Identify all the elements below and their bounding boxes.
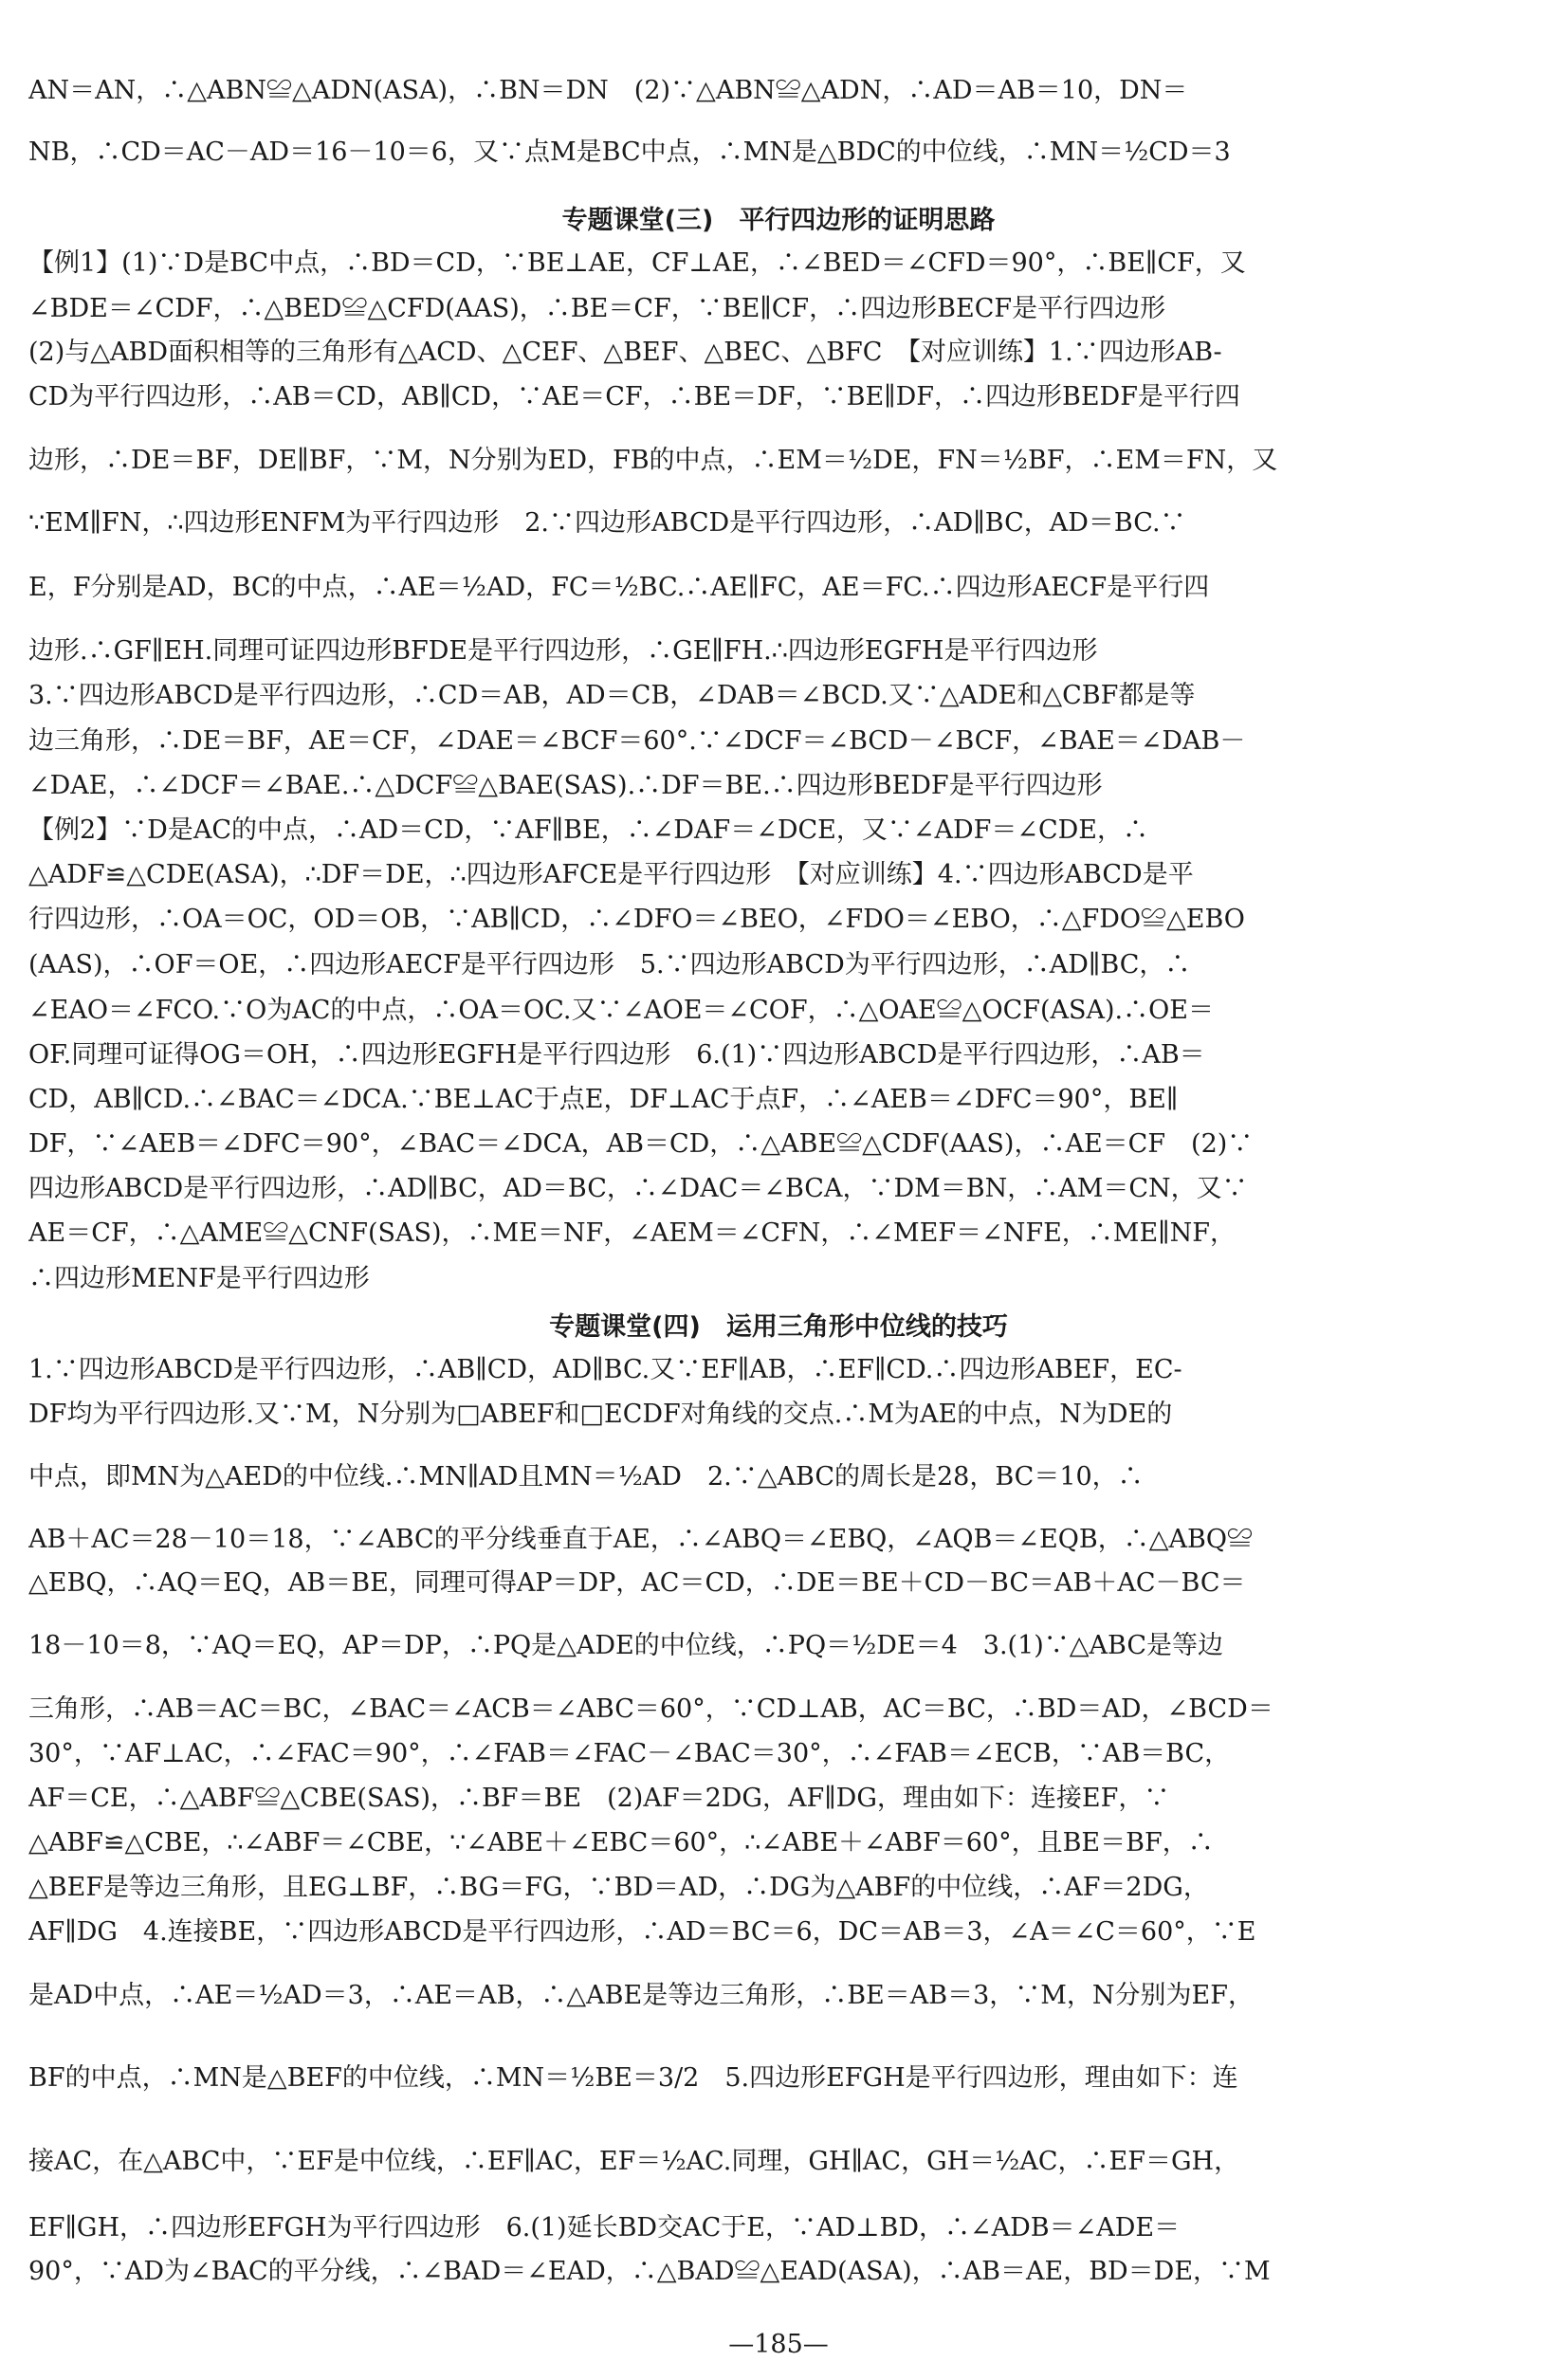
text-line: 接AC，在△ABC中，∵EF是中位线，∴EF∥AC，EF＝½AC.同理，GH∥AC，GH＝½AC，∴EF＝GH，: [28, 2147, 1240, 2176]
text-line: BF的中点，∴MN是△BEF的中位线，∴MN＝½BE＝3/2 5.四边形EFGH是平行四边形，理由如下：连: [28, 2063, 1238, 2093]
text-line: AN＝AN，∴△ABN≌△ADN(ASA)，∴BN＝DN (2)∵△ABN≌△ADN，∴AD＝AB＝10，DN＝: [28, 76, 1188, 105]
text-line: 行四边形，∴OA＝OC，OD＝OB，∵AB∥CD，∴∠DFO＝∠BEO，∠FDO＝∠EBO，∴△FDO≌△EBO: [28, 905, 1245, 934]
text-line: AF∥DG 4.连接BE，∵四边形ABCD是平行四边形，∴AD＝BC＝6，DC＝AB＝3，∠A＝∠C＝60°，∵E: [28, 1917, 1256, 1947]
text-line: AE＝CF，∴△AME≌△CNF(SAS)，∴ME＝NF，∠AEM＝∠CFN，∴∠MEF＝∠NFE，∴ME∥NF，: [28, 1218, 1236, 1248]
text-line: △ABF≌△CBE，∴∠ABF＝∠CBE，∵∠ABE＋∠EBC＝60°，∴∠ABE＋∠ABF＝60°，且BE＝BF，∴: [28, 1828, 1214, 1858]
text-line: △BEF是等边三角形，且EG⊥BF，∴BG＝FG，∵BD＝AD，∴DG为△ABF的中位线，∴AF＝2DG，: [28, 1873, 1209, 1902]
text-line: ∠DAE，∴∠DCF＝∠BAE.∴△DCF≌△BAE(SAS).∴DF＝BE.∴四边形BEDF是平行四边形: [28, 771, 1103, 800]
section-heading: 专题课堂(四) 运用三角形中位线的技巧: [549, 1312, 1008, 1342]
text-line: AF＝CE，∴△ABF≌△CBE(SAS)，∴BF＝BE (2)AF＝2DG，AF∥DG，理由如下：连接EF，∵: [28, 1784, 1170, 1813]
text-line: CD，AB∥CD.∴∠BAC＝∠DCA.∵BE⊥AC于点E，DF⊥AC于点F，∴∠AEB＝∠DFC＝90°，BE∥: [28, 1085, 1179, 1114]
text-line: 30°，∵AF⊥AC，∴∠FAC＝90°，∴∠FAB＝∠FAC－∠BAC＝30°，∴∠FAB＝∠ECB，∵AB＝BC，: [28, 1739, 1231, 1768]
text-line: 3.∵四边形ABCD是平行四边形，∴CD＝AB，AD＝CB，∠DAB＝∠BCD.又∵△ADE和△CBF都是等: [28, 681, 1196, 710]
text-line: 边三角形，∴DE＝BF，AE＝CF，∠DAE＝∠BCF＝60°.∵∠DCF＝∠BCD－∠BCF，∠BAE＝∠DAB－: [28, 726, 1246, 756]
page-number: —185—: [728, 2330, 829, 2359]
text-line: 三角形，∴AB＝AC＝BC，∠BAC＝∠ACB＝∠ABC＝60°，∵CD⊥AB，AC＝BC，∴BD＝AD，∠BCD＝: [28, 1694, 1273, 1724]
text-line: ∠BDE＝∠CDF，∴△BED≌△CFD(AAS)，∴BE＝CF，∵BE∥CF，∴四边形BECF是平行四边形: [28, 294, 1166, 323]
text-line: E，F分别是AD，BC的中点，∴AE＝½AD，FC＝½BC.∴AE∥FC，AE＝FC.∴四边形AECF是平行四: [28, 573, 1210, 602]
text-line: DF均为平行四边形.又∵M，N分别为□ABEF和□ECDF对角线的交点.∴M为AE的中点，N为DE的: [28, 1400, 1173, 1429]
section-heading: 专题课堂(三) 平行四边形的证明思路: [561, 206, 996, 235]
text-line: ∠EAO＝∠FCO.∵O为AC的中点，∴OA＝OC.又∵∠AOE＝∠COF，∴△OAE≌△OCF(ASA).∴OE＝: [28, 996, 1214, 1025]
text-line: CD为平行四边形，∴AB＝CD，AB∥CD，∵AE＝CF，∴BE＝DF，∵BE∥DF，∴四边形BEDF是平行四: [28, 382, 1240, 412]
text-line: 是AD中点，∴AE＝½AD＝3，∴AE＝AB，∴△ABE是等边三角形，∴BE＝AB＝3，∵M，N分别为EF，: [28, 1981, 1254, 2010]
text-line: 中点，即MN为△AED的中位线.∴MN∥AD且MN＝½AD 2.∵△ABC的周长是28，BC＝10，∴: [28, 1462, 1144, 1492]
text-line: OF.同理可证得OG＝OH，∴四边形EGFH是平行四边形 6.(1)∵四边形ABCD是平行四边形，∴AB＝: [28, 1040, 1205, 1070]
text-line: 【例1】(1)∵D是BC中点，∴BD＝CD，∵BE⊥AE，CF⊥AE，∴∠BED＝∠CFD＝90°，∴BE∥CF，又: [28, 248, 1246, 278]
text-line: △ADF≌△CDE(ASA)，∴DF＝DE，∴四边形AFCE是平行四边形 【对应训练】4.∵四边形ABCD是平: [28, 860, 1194, 889]
text-line: NB，∴CD＝AC－AD＝16－10＝6，又∵点M是BC中点，∴MN是△BDC的中位线，∴MN＝½CD＝3: [28, 137, 1231, 167]
text-line: 90°，∵AD为∠BAC的平分线，∴∠BAD＝∠EAD，∴△BAD≌△EAD(ASA)，∴AB＝AE，BD＝DE，∵M: [28, 2257, 1271, 2286]
text-line: 18－10＝8，∵AQ＝EQ，AP＝DP，∴PQ是△ADE的中位线，∴PQ＝½DE＝4 3.(1)∵△ABC是等边: [28, 1631, 1224, 1660]
text-line: 【例2】∵D是AC的中点，∴AD＝CD，∵AF∥BE，∴∠DAF＝∠DCE，又∵∠ADF＝∠CDE，∴: [28, 815, 1148, 845]
text-line: ∴四边形MENF是平行四边形: [28, 1264, 370, 1293]
text-line: DF，∵∠AEB＝∠DFC＝90°，∠BAC＝∠DCA，AB＝CD，∴△ABE≌△CDF(AAS)，∴AE＝CF (2)∵: [28, 1129, 1254, 1159]
text-line: EF∥GH，∴四边形EFGH为平行四边形 6.(1)延长BD交AC于E，∵AD⊥BD，∴∠ADB＝∠ADE＝: [28, 2213, 1181, 2243]
text-line: (2)与△ABD面积相等的三角形有△ACD、△CEF、△BEF、△BEC、△BFC 【对应训练】1.∵四边形AB-: [28, 338, 1222, 367]
text-line: (AAS)，∴OF＝OE，∴四边形AECF是平行四边形 5.∵四边形ABCD为平行四边形，∴AD∥BC，∴: [28, 950, 1191, 979]
text-line: 1.∵四边形ABCD是平行四边形，∴AB∥CD，AD∥BC.又∵EF∥AB，∴EF∥CD.∴四边形ABEF，EC-: [28, 1355, 1182, 1384]
text-line: 边形，∴DE＝BF，DE∥BF，∵M，N分别为ED，FB的中点，∴EM＝½DE，FN＝½BF，∴EM＝FN，又: [28, 446, 1278, 475]
text-line: ∵EM∥FN，∴四边形ENFM为平行四边形 2.∵四边形ABCD是平行四边形，∴AD∥BC，AD＝BC.∵: [28, 508, 1186, 538]
text-line: AB＋AC＝28－10＝18，∵∠ABC的平分线垂直于AE，∴∠ABQ＝∠EBQ，∠AQB＝∠EQB，∴△ABQ≌: [28, 1525, 1253, 1554]
text-line: △EBQ，∴AQ＝EQ，AB＝BE，同理可得AP＝DP，AC＝CD，∴DE＝BE＋CD－BC＝AB＋AC－BC＝: [28, 1568, 1246, 1598]
text-line: 四边形ABCD是平行四边形，∴AD∥BC，AD＝BC，∴∠DAC＝∠BCA，∵DM＝BN，∴AM＝CN，又∵: [28, 1174, 1248, 1203]
text-line: 边形.∴GF∥EH.同理可证四边形BFDE是平行四边形，∴GE∥FH.∴四边形EGFH是平行四边形: [28, 636, 1098, 666]
